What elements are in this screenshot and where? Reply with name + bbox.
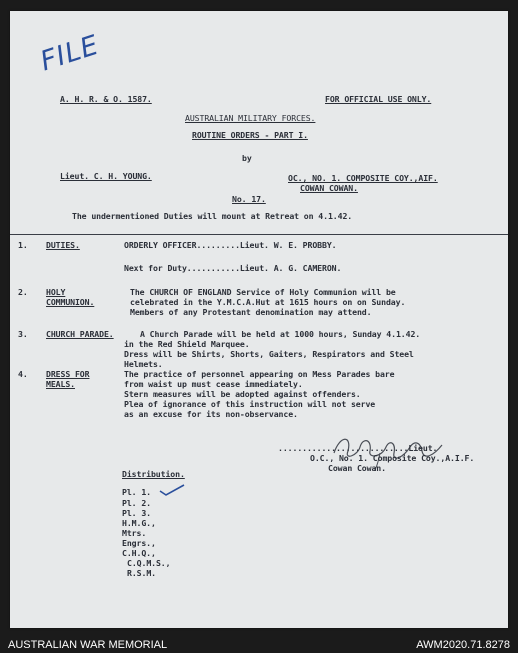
- intro-text: The undermentioned Duties will mount at Retreat on 4.1.42.: [72, 211, 353, 221]
- distribution-item: Pl. 3.: [122, 508, 151, 518]
- item-line: Next for Duty...........Lieut. A. G. CAMERON.: [124, 263, 342, 273]
- footer-accession: AWM2020.71.8278: [416, 639, 510, 651]
- check-mark-icon: [158, 483, 186, 497]
- by-text: by: [242, 153, 252, 163]
- item-line: Stern measures will be adopted against offenders.: [124, 389, 361, 399]
- divider-line: [10, 234, 508, 235]
- item-line: from waist up must cease immediately.: [124, 379, 303, 389]
- force-title: AUSTRALIAN MILITARY FORCES.: [185, 113, 316, 123]
- unit-line2: COWAN COWAN.: [300, 183, 358, 193]
- item-line: as an excuse for its non-observance.: [124, 409, 298, 419]
- distribution-item: Pl. 2.: [122, 498, 151, 508]
- officer-name: Lieut. C. H. YOUNG.: [60, 171, 152, 181]
- item-number: 2.: [18, 287, 28, 297]
- item-line: A Church Parade will be held at 1000 hours, Sunday 4.1.42.: [140, 329, 421, 339]
- distribution-item: C.Q.M.S.,: [127, 558, 171, 568]
- distribution-item: C.H.Q.,: [122, 548, 156, 558]
- footer-source: AUSTRALIAN WAR MEMORIAL: [8, 639, 168, 651]
- signature-line1: O.C., No. 1. Composite Coy.,A.I.F.: [310, 453, 475, 463]
- footer-bar: [0, 637, 518, 653]
- signature-dots: ...........................Lieut.: [278, 443, 438, 453]
- handwritten-file-note: FILE: [36, 29, 103, 78]
- official-use-notice: FOR OFFICIAL USE ONLY.: [325, 94, 432, 104]
- item-number: 3.: [18, 329, 28, 339]
- item-line: Plea of ignorance of this instruction will not serve: [124, 399, 376, 409]
- unit-line1: OC., NO. 1. COMPOSITE COY.,AIF.: [288, 173, 438, 183]
- order-number: No. 17.: [232, 194, 266, 204]
- item-line: ORDERLY OFFICER.........Lieut. W. E. PROBBY.: [124, 240, 337, 250]
- document-page: [10, 11, 508, 628]
- item-line: celebrated in the Y.M.C.A.Hut at 1615 hours on on Sunday.: [130, 297, 406, 307]
- item-line: Members of any Protestant denomination may attend.: [130, 307, 372, 317]
- reference-number: A. H. R. & O. 1587.: [60, 94, 152, 104]
- item-title: HOLY: [46, 287, 66, 297]
- item-line: Dress will be Shirts, Shorts, Gaiters, Respirators and Steel: [124, 349, 414, 359]
- item-number: 4.: [18, 369, 28, 379]
- item-title: DRESS FOR: [46, 369, 90, 379]
- distribution-item: Engrs.,: [122, 538, 156, 548]
- signature-line2: Cowan Cowan.: [328, 463, 386, 473]
- item-title: MEALS.: [46, 379, 75, 389]
- distribution-title: Distribution.: [122, 469, 185, 479]
- orders-title: ROUTINE ORDERS - PART I.: [192, 130, 308, 140]
- item-title: COMMUNION.: [46, 297, 95, 307]
- item-title: DUTIES.: [46, 240, 80, 250]
- item-line: The CHURCH OF ENGLAND Service of Holy Communion will be: [130, 287, 396, 297]
- item-line: in the Red Shield Marquee.: [124, 339, 250, 349]
- distribution-item: Pl. 1.: [122, 487, 151, 497]
- item-line: Helmets.: [124, 359, 163, 369]
- item-title: CHURCH PARADE.: [46, 329, 114, 339]
- item-number: 1.: [18, 240, 28, 250]
- distribution-item: R.S.M.: [127, 568, 156, 578]
- distribution-item: Mtrs.: [122, 528, 147, 538]
- distribution-item: H.M.G.,: [122, 518, 156, 528]
- item-line: The practice of personnel appearing on Mess Parades bare: [124, 369, 395, 379]
